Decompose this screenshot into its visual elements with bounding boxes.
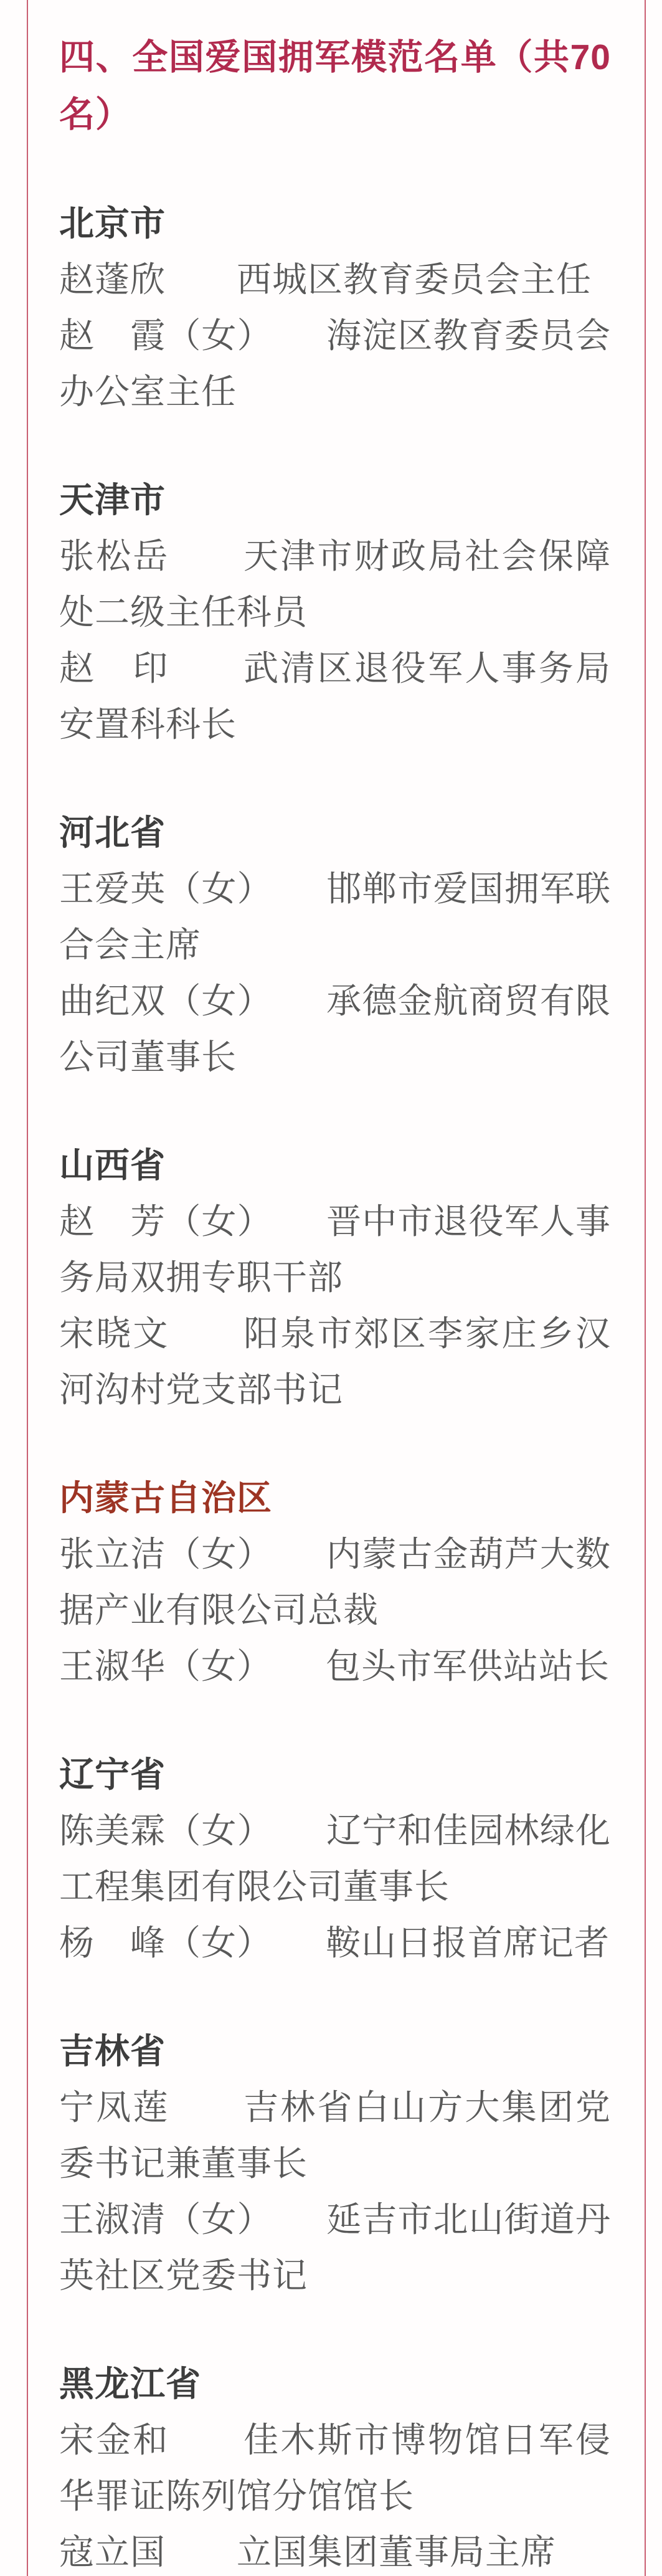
province-header: 吉林省 <box>59 2032 166 2071</box>
honoree-entry: 王爱英（女） 邯郸市爱国拥军联合会主席 <box>59 869 611 964</box>
province-header: 内蒙古自治区 <box>59 1478 272 1518</box>
entries <box>59 528 611 753</box>
honoree-entry: 赵 霞（女） 海淀区教育委员会办公室主任 <box>59 316 611 411</box>
province-header: 天津市 <box>59 480 166 520</box>
entries <box>59 252 611 420</box>
honoree-entry: 陈美霖（女） 辽宁和佳园林绿化工程集团有限公司董事长 <box>59 1811 611 1906</box>
honoree-entry: 宋金和 佳木斯市博物馆日军侵华罪证陈列馆分馆馆长 <box>59 2420 611 2516</box>
province-section <box>59 2023 611 2304</box>
honoree-entry: 杨 峰（女） 鞍山日报首席记者 <box>59 1923 610 1962</box>
document-content <box>59 29 611 2576</box>
province-section <box>59 1747 611 1971</box>
honoree-entry: 宋晓文 阳泉市郊区李家庄乡汉河沟村党支部书记 <box>59 1314 611 1409</box>
province-header: 北京市 <box>59 204 166 243</box>
honoree-entry: 赵 印 武清区退役军人事务局安置科科长 <box>59 649 611 744</box>
honoree-entry: 赵蓬欣 西城区教育委员会主任 <box>59 260 592 299</box>
province-section <box>59 472 611 753</box>
right-border-line <box>645 0 646 2576</box>
entries <box>59 2079 611 2304</box>
province-section <box>59 1138 611 1418</box>
entries <box>59 861 611 1085</box>
honoree-entry: 王淑清（女） 延吉市北山街道丹英社区党委书记 <box>59 2200 611 2295</box>
province-header: 山西省 <box>59 1146 166 1185</box>
honoree-entry: 张立洁（女） 内蒙古金葫芦大数据产业有限公司总裁 <box>59 1534 611 1630</box>
honoree-entry: 曲纪双（女） 承德金航商贸有限公司董事长 <box>59 981 611 1077</box>
province-header: 辽宁省 <box>59 1755 166 1794</box>
province-section <box>59 196 611 420</box>
entries <box>59 1194 611 1418</box>
honoree-entry: 王淑华（女） 包头市军供站站长 <box>59 1647 610 1686</box>
province-section <box>59 1470 611 1694</box>
sections <box>59 196 611 2576</box>
province-section <box>59 2356 611 2576</box>
province-header: 河北省 <box>59 813 166 852</box>
list-title: 四、全国爱国拥军模范名单（共70名） <box>59 37 611 135</box>
left-border-line <box>27 0 28 2576</box>
entries <box>59 1803 611 1971</box>
honoree-entry: 寇立国 立国集团董事局主席 <box>59 2532 556 2572</box>
province-section <box>59 805 611 1085</box>
entries <box>59 2412 611 2576</box>
honoree-entry: 赵 芳（女） 晋中市退役军人事务局双拥专职干部 <box>59 1202 611 1297</box>
entries <box>59 1526 611 1694</box>
honoree-entry: 宁凤莲 吉林省白山方大集团党委书记兼董事长 <box>59 2088 611 2183</box>
province-header: 黑龙江省 <box>59 2364 201 2403</box>
honoree-entry: 张松岳 天津市财政局社会保障处二级主任科员 <box>59 536 611 632</box>
